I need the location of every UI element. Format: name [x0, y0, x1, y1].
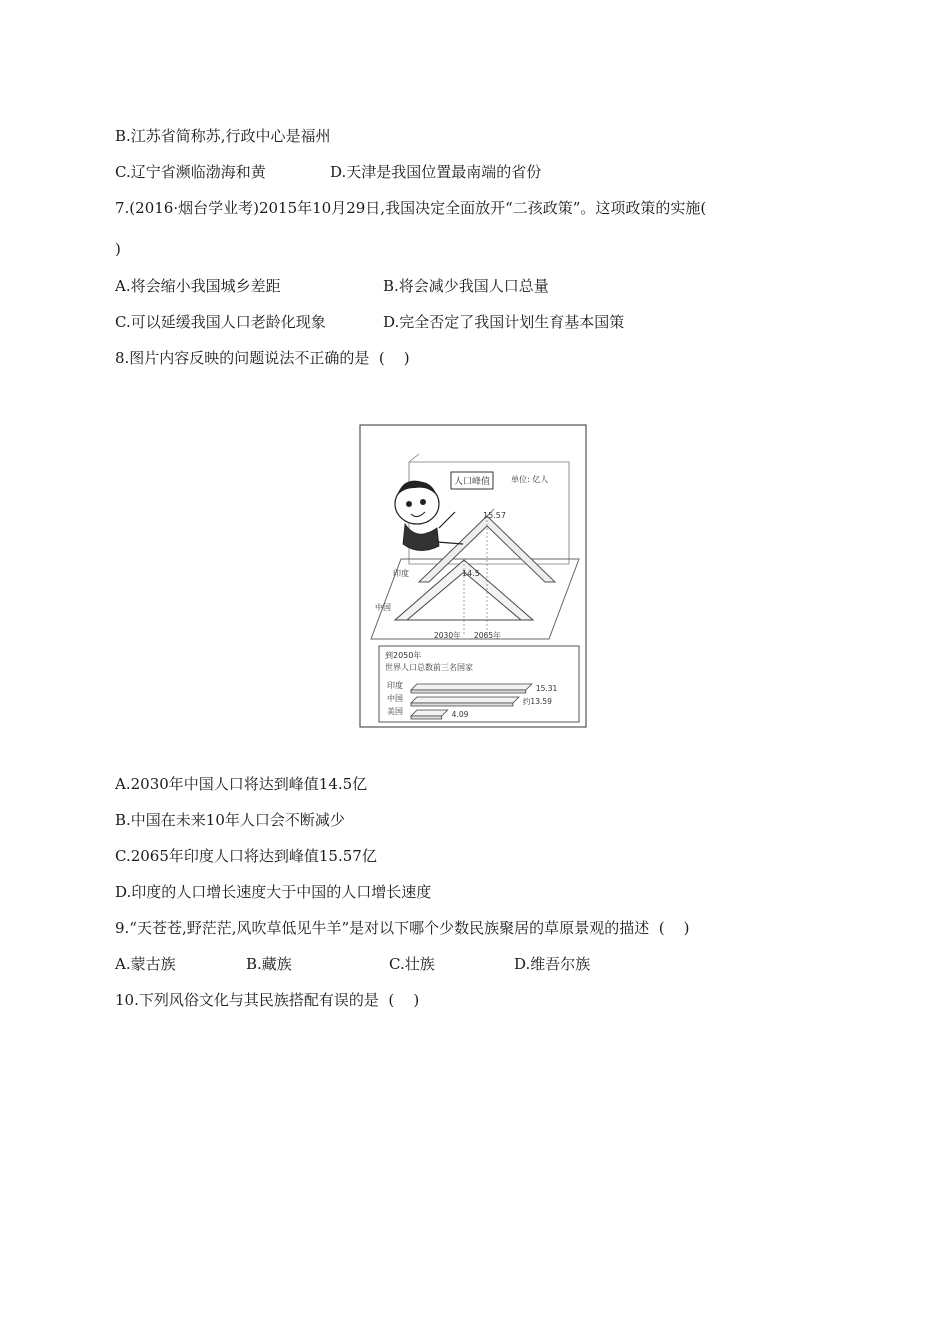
population-bar-side — [411, 703, 513, 706]
bar-country-label: 美国 — [387, 707, 403, 716]
bar-value-label: 约13.59 — [522, 697, 552, 706]
population-peak-figure — [359, 424, 587, 728]
q7-stem-paren: ) — [115, 240, 121, 258]
unit-label: 单位: 亿人 — [511, 475, 549, 484]
year-2030-label: 2030年 — [434, 631, 461, 640]
population-bar — [411, 684, 532, 690]
q9-option-a: A.蒙古族 — [115, 955, 176, 973]
q9-option-c: C.壮族 — [389, 955, 435, 973]
q6-option-c: C.辽宁省濒临渤海和黄 — [115, 163, 266, 181]
q7-stem: 7.(2016·烟台学业考)2015年10月29日,我国决定全面放开“二孩政策”。这项政策的实施( — [115, 199, 707, 217]
q9-stem: 9.“天苍苍,野茫茫,风吹草低见牛羊”是对以下哪个少数民族聚居的草原景观的描述 ( ) — [115, 919, 690, 937]
q7-option-b: B.将会减少我国人口总量 — [383, 277, 549, 295]
q8-option-c: C.2065年印度人口将达到峰值15.57亿 — [115, 847, 377, 865]
row-china-label: 中国 — [375, 603, 391, 612]
population-bar-side — [411, 690, 526, 693]
bar-country-label: 印度 — [387, 681, 403, 690]
q6-option-b: B.江苏省简称苏,行政中心是福州 — [115, 127, 331, 145]
population-bar-side — [411, 716, 442, 719]
bottom-title-1: 到2050年 — [385, 651, 422, 660]
q8-stem: 8.图片内容反映的问题说法不正确的是 ( ) — [115, 349, 410, 367]
india-peak-value: 15.57 — [483, 511, 506, 520]
bar-country-label: 中国 — [387, 694, 403, 703]
year-2065-label: 2065年 — [474, 631, 501, 640]
q10-stem: 10.下列风俗文化与其民族搭配有误的是 ( ) — [115, 991, 420, 1009]
q7-option-c: C.可以延缓我国人口老龄化现象 — [115, 313, 326, 331]
q8-option-b: B.中国在未来10年人口会不断减少 — [115, 811, 345, 829]
bottom-title-2: 世界人口总数前三名国家 — [385, 663, 473, 672]
row-india-label: 印度 — [393, 569, 409, 578]
population-bar — [411, 710, 448, 716]
china-peak-value: 14.5 — [462, 569, 480, 578]
q7-option-d: D.完全否定了我国计划生育基本国策 — [383, 313, 625, 331]
bar-value-label: 4.09 — [451, 710, 469, 719]
bar-value-label: 15.31 — [535, 684, 558, 693]
population-bar — [411, 697, 519, 703]
q9-option-b: B.藏族 — [246, 955, 292, 973]
peak-label: 人口峰值 — [453, 477, 491, 487]
q8-option-d: D.印度的人口增长速度大于中国的人口增长速度 — [115, 883, 432, 901]
q9-option-d: D.维吾尔族 — [514, 955, 591, 973]
q6-option-d: D.天津是我国位置最南端的省份 — [330, 163, 542, 181]
q7-option-a: A.将会缩小我国城乡差距 — [115, 277, 281, 295]
q8-option-a: A.2030年中国人口将达到峰值14.5亿 — [115, 775, 368, 793]
